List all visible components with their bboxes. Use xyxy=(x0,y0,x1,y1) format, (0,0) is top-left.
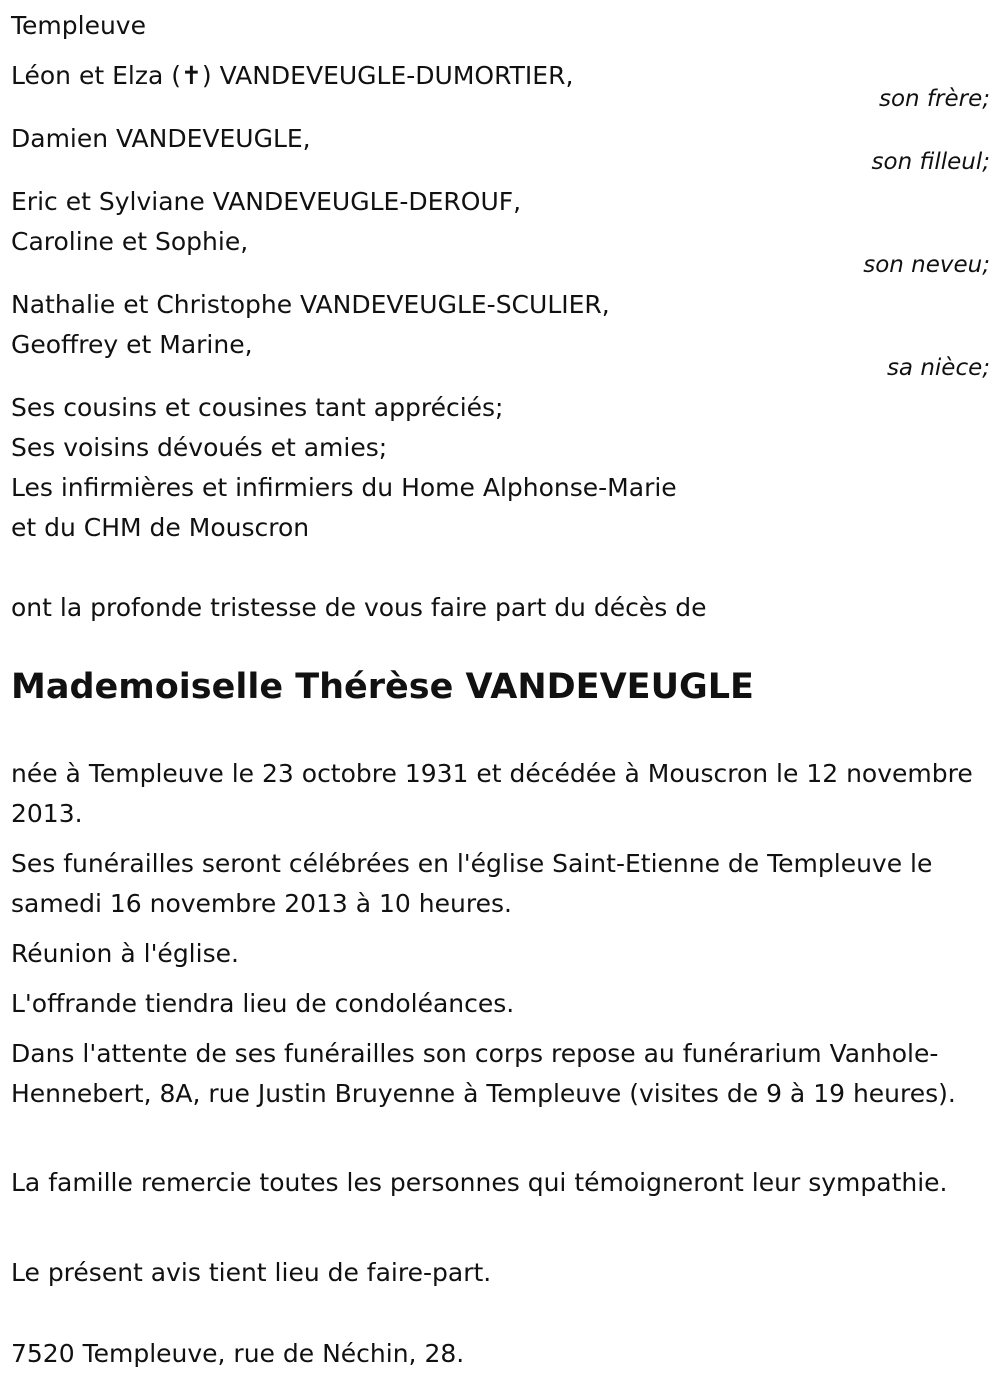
address-text: 7520 Templeuve, rue de Néchin, 28. xyxy=(11,1339,465,1368)
family-name-line: Damien VANDEVEUGLE, xyxy=(11,124,311,153)
others-line: Ses voisins dévoués et amies; xyxy=(11,433,388,462)
detail-paragraph-notice: Le présent avis tient lieu de faire-part. xyxy=(11,1258,492,1287)
detail-paragraph-thanks: La famille remercie toutes les personnes qui témoigneront leur sympathie. xyxy=(11,1168,948,1197)
others-line: Les infirmières et infirmiers du Home Alphonse-Marie xyxy=(11,473,677,502)
family-relation: son filleul; xyxy=(871,149,990,175)
family-relation: son neveu; xyxy=(863,252,990,278)
announcement-text: ont la profonde tristesse de vous faire part du décès de xyxy=(11,593,707,622)
deceased-name: Mademoiselle Thérèse VANDEVEUGLE xyxy=(11,667,754,707)
detail-paragraph-meeting: Réunion à l'église. xyxy=(11,939,239,968)
family-relation: sa nièce; xyxy=(886,355,990,381)
family-name-line: Nathalie et Christophe VANDEVEUGLE-SCULIER, xyxy=(11,290,610,319)
place-header: Templeuve xyxy=(11,11,146,40)
family-name-line: Caroline et Sophie, xyxy=(11,227,249,256)
family-name-line: Léon et Elza (✝) VANDEVEUGLE-DUMORTIER, xyxy=(11,61,574,90)
detail-paragraph-funeral: Ses funérailles seront célébrées en l'église Saint-Etienne de Templeuve le samedi 16 novembre 2013 à 10 heures. xyxy=(11,849,933,918)
family-relation: son frère; xyxy=(878,86,990,112)
detail-paragraph-funerarium: Dans l'attente de ses funérailles son corps repose au funérarium Vanhole-Hennebert, 8A, rue Justin Bruyenne à Templeuve (visites de 9 à 19 heures). xyxy=(11,1039,956,1108)
others-line: Ses cousins et cousines tant appréciés; xyxy=(11,393,504,422)
family-name-line: Eric et Sylviane VANDEVEUGLE-DEROUF, xyxy=(11,187,522,216)
detail-paragraph-birth-death: née à Templeuve le 23 octobre 1931 et décédée à Mouscron le 12 novembre 2013. xyxy=(11,759,973,828)
family-name-line: Geoffrey et Marine, xyxy=(11,330,253,359)
detail-paragraph-offering: L'offrande tiendra lieu de condoléances. xyxy=(11,989,515,1018)
others-line: et du CHM de Mouscron xyxy=(11,513,310,542)
